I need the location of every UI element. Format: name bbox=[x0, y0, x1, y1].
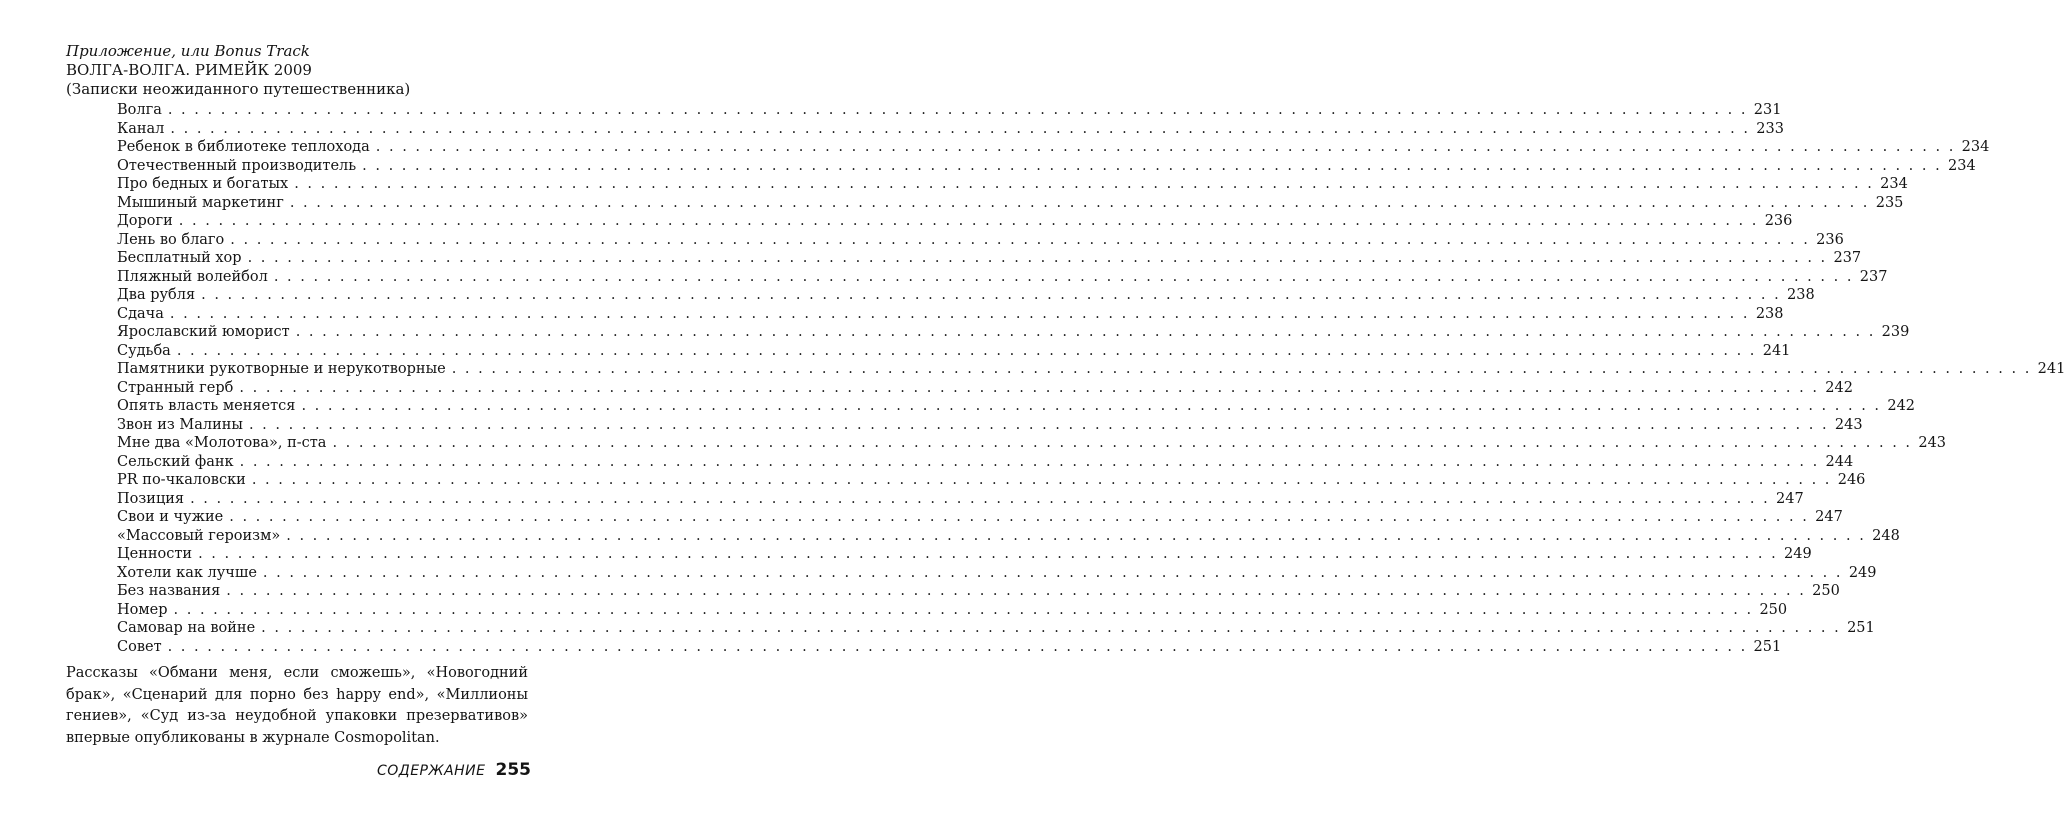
toc-leader-dots: . . . . . . . . . . . . . . . . . . . . . . . . . . . . . . . . . . . . . . . . . . . . . . . . . . . . . . . . . . . . . . . . . . . . . . . . . . . . . . . . . . . . . . . . . . . . . . . . . . . . . . . . . . . . . . . . . . . . . . . . bbox=[178, 213, 1759, 229]
toc-entry-title: Хотели как лучше bbox=[117, 564, 257, 581]
toc-leader-dots: . . . . . . . . . . . . . . . . . . . . . . . . . . . . . . . . . . . . . . . . . . . . . . . . . . . . . . . . . . . . . . . . . . . . . . . . . . . . . . . . . . . . . . . . . . . . . . . . . . . . . . . . . . . . . . . . . . . . . . . . bbox=[273, 268, 1854, 285]
toc-entry bbox=[117, 582, 1840, 601]
toc-entry-title: Сельский фанк bbox=[117, 453, 234, 470]
running-title: СОДЕРЖАНИЕ bbox=[376, 763, 486, 779]
toc-entry-title: Два рубля bbox=[117, 287, 196, 303]
toc-leader-dots: . . . . . . . . . . . . . . . . . . . . . . . . . . . . . . . . . . . . . . . . . . . . . . . . . . . . . . . . . . . . . . . . . . . . . . . . . . . . . . . . . . . . . . . . . . . . . . . . . . . . . . . . . . . . . . . . . . . . . . . . bbox=[167, 102, 1748, 118]
toc-entry bbox=[117, 305, 1784, 324]
toc-entry-page: 251 bbox=[1847, 620, 1875, 636]
toc-entry bbox=[117, 323, 1910, 342]
toc-entry-title: Ребенок в библиотеке теплохода bbox=[117, 139, 370, 155]
toc-entry bbox=[117, 175, 1908, 194]
toc-entry-page: 237 bbox=[1859, 268, 1888, 285]
toc-leader-dots: . . . . . . . . . . . . . . . . . . . . . . . . . . . . . . . . . . . . . . . . . . . . . . . . . . . . . . . . . . . . . . . . . . . . . . . . . . . . . . . . . . . . . . . . . . . . . . . . . . . . . . . . . . . . . . . . . . . . . . . . bbox=[230, 231, 1810, 248]
toc-entry bbox=[117, 471, 1866, 490]
toc-leader-dots: . . . . . . . . . . . . . . . . . . . . . . . . . . . . . . . . . . . . . . . . . . . . . . . . . . . . . . . . . . . . . . . . . . . . . . . . . . . . . . . . . . . . . . . . . . . . . . . . . . . . . . . . . . . . . . . . . . . . . . . . bbox=[294, 176, 1874, 192]
section-subtitle: (Записки неожиданного путешественника) bbox=[66, 80, 411, 98]
toc-entry bbox=[117, 638, 1782, 657]
toc-entry bbox=[117, 453, 1854, 472]
publication-note: Рассказы «Обмани меня, если сможешь», «Новогодний брак», «Сценарий для порно без happy end», «Миллионы гениев», «Суд из-за неудобной упаковки презервативов» впервые опубликованы в журнале Cosmopolitan. bbox=[66, 665, 528, 746]
toc-entry bbox=[117, 619, 1875, 638]
section-title: ВОЛГА-ВОЛГА. РИМЕЙК 2009 bbox=[66, 61, 312, 79]
toc-entry-page: 241 bbox=[2037, 361, 2065, 377]
toc-entry bbox=[117, 601, 1788, 620]
toc-entry-title: PR по-чкаловски bbox=[117, 472, 246, 488]
toc-entry bbox=[117, 527, 1900, 546]
toc-entry-page: 243 bbox=[1834, 416, 1863, 433]
page-number: 255 bbox=[495, 760, 531, 780]
toc-leader-dots: . . . . . . . . . . . . . . . . . . . . . . . . . . . . . . . . . . . . . . . . . . . . . . . . . . . . . . . . . . . . . . . . . . . . . . . . . . . . . . . . . . . . . . . . . . . . . . . . . . . . . . . . . . . . . . . . . . . . . . . . bbox=[169, 305, 1750, 322]
toc-entry bbox=[117, 397, 1916, 416]
toc-entry-page: 233 bbox=[1756, 120, 1784, 137]
toc-entry-title: Мне два «Молотова», п-ста bbox=[117, 435, 327, 451]
toc-entry bbox=[117, 268, 1888, 287]
toc-entry-page: 242 bbox=[1887, 398, 1916, 414]
toc-entry-title: Странный герб bbox=[117, 379, 234, 396]
toc-leader-dots: . . . . . . . . . . . . . . . . . . . . . . . . . . . . . . . . . . . . . . . . . . . . . . . . . . . . . . . . . . . . . . . . . . . . . . . . . . . . . . . . . . . . . . . . . . . . . . . . . . . . . . . . . . . . . . . . . . . . . . . . bbox=[248, 416, 1829, 433]
toc-entry-title: Бесплатный хор bbox=[117, 250, 242, 266]
toc-entry bbox=[117, 194, 1904, 213]
toc-leader-dots: . . . . . . . . . . . . . . . . . . . . . . . . . . . . . . . . . . . . . . . . . . . . . . . . . . . . . . . . . . . . . . . . . . . . . . . . . . . . . . . . . . . . . . . . . . . . . . . . . . . . . . . . . . . . . . . . . . . . . . . . bbox=[251, 472, 1832, 488]
toc-entry bbox=[117, 360, 2065, 379]
toc-entry-title: Позиция bbox=[117, 490, 185, 507]
section-header bbox=[66, 42, 526, 99]
toc-entry-page: 247 bbox=[1815, 509, 1843, 525]
toc-entry-title: Отечественный производитель bbox=[117, 157, 357, 174]
appendix-label: Приложение, или Bonus Track bbox=[66, 42, 310, 60]
toc-leader-dots: . . . . . . . . . . . . . . . . . . . . . . . . . . . . . . . . . . . . . . . . . . . . . . . . . . . . . . . . . . . . . . . . . . . . . . . . . . . . . . . . . . . . . . . . . . . . . . . . . . . . . . . . . . . . . . . . . . . . . . . . bbox=[176, 342, 1757, 359]
toc-entry-page: 244 bbox=[1825, 453, 1854, 470]
toc-entry-page: 238 bbox=[1755, 305, 1784, 322]
toc-entry bbox=[117, 101, 1782, 120]
toc-leader-dots: . . . . . . . . . . . . . . . . . . . . . . . . . . . . . . . . . . . . . . . . . . . . . . . . . . . . . . . . . . . . . . . . . . . . . . . . . . . . . . . . . . . . . . . . . . . . . . . . . . . . . . . . . . . . . . . . . . . . . . . . bbox=[451, 361, 2032, 377]
toc-entry-page: 246 bbox=[1837, 472, 1866, 488]
toc-leader-dots: . . . . . . . . . . . . . . . . . . . . . . . . . . . . . . . . . . . . . . . . . . . . . . . . . . . . . . . . . . . . . . . . . . . . . . . . . . . . . . . . . . . . . . . . . . . . . . . . . . . . . . . . . . . . . . . . . . . . . . . . bbox=[247, 250, 1828, 266]
toc-entry-title: Свои и чужие bbox=[117, 509, 224, 525]
toc-entry-title: Канал bbox=[117, 120, 165, 137]
toc-entry-title: Сдача bbox=[117, 305, 164, 322]
toc-entry-page: 234 bbox=[1961, 139, 1990, 155]
toc-leader-dots: . . . . . . . . . . . . . . . . . . . . . . . . . . . . . . . . . . . . . . . . . . . . . . . . . . . . . . . . . . . . . . . . . . . . . . . . . . . . . . . . . . . . . . . . . . . . . . . . . . . . . . . . . . . . . . . . . . . . . . . . bbox=[286, 527, 1866, 544]
toc-entry-title: Про бедных и богатых bbox=[117, 176, 289, 192]
toc-entry-page: 248 bbox=[1872, 527, 1900, 544]
toc-entry-page: 242 bbox=[1825, 379, 1853, 396]
toc-entry bbox=[117, 157, 1976, 176]
toc-entry-title: Самовар на войне bbox=[117, 620, 256, 636]
toc-leader-dots: . . . . . . . . . . . . . . . . . . . . . . . . . . . . . . . . . . . . . . . . . . . . . . . . . . . . . . . . . . . . . . . . . . . . . . . . . . . . . . . . . . . . . . . . . . . . . . . . . . . . . . . . . . . . . . . . . . . . . . . . bbox=[229, 509, 1809, 525]
toc-entry-title: Волга bbox=[117, 102, 162, 118]
toc-entry-page: 236 bbox=[1764, 213, 1793, 229]
toc-entry-title: Опять власть меняется bbox=[117, 398, 296, 414]
toc-entry bbox=[117, 379, 1853, 398]
toc-entry-page: 234 bbox=[1880, 176, 1908, 192]
toc-entry-page: 241 bbox=[1762, 342, 1791, 359]
toc-entry-title: Пляжный волейбол bbox=[117, 268, 268, 285]
toc-leader-dots: . . . . . . . . . . . . . . . . . . . . . . . . . . . . . . . . . . . . . . . . . . . . . . . . . . . . . . . . . . . . . . . . . . . . . . . . . . . . . . . . . . . . . . . . . . . . . . . . . . . . . . . . . . . . . . . . . . . . . . . . bbox=[173, 601, 1754, 618]
toc-leader-dots: . . . . . . . . . . . . . . . . . . . . . . . . . . . . . . . . . . . . . . . . . . . . . . . . . . . . . . . . . . . . . . . . . . . . . . . . . . . . . . . . . . . . . . . . . . . . . . . . . . . . . . . . . . . . . . . . . . . . . . . . bbox=[375, 139, 1956, 155]
toc-entry-title: Дороги bbox=[117, 213, 173, 229]
toc-entry-title: Памятники рукотворные и нерукотворные bbox=[117, 361, 446, 377]
toc-leader-dots: . . . . . . . . . . . . . . . . . . . . . . . . . . . . . . . . . . . . . . . . . . . . . . . . . . . . . . . . . . . . . . . . . . . . . . . . . . . . . . . . . . . . . . . . . . . . . . . . . . . . . . . . . . . . . . . . . . . . . . . . bbox=[295, 324, 1876, 340]
toc-leader-dots: . . . . . . . . . . . . . . . . . . . . . . . . . . . . . . . . . . . . . . . . . . . . . . . . . . . . . . . . . . . . . . . . . . . . . . . . . . . . . . . . . . . . . . . . . . . . . . . . . . . . . . . . . . . . . . . . . . . . . . . . bbox=[262, 564, 1843, 581]
toc-entry bbox=[117, 508, 1843, 527]
toc-entry-page: 236 bbox=[1816, 231, 1844, 248]
toc-entry bbox=[117, 545, 1812, 564]
toc-entry bbox=[117, 416, 1863, 435]
toc-leader-dots: . . . . . . . . . . . . . . . . . . . . . . . . . . . . . . . . . . . . . . . . . . . . . . . . . . . . . . . . . . . . . . . . . . . . . . . . . . . . . . . . . . . . . . . . . . . . . . . . . . . . . . . . . . . . . . . . . . . . . . . . bbox=[261, 620, 1841, 636]
toc-entry bbox=[117, 564, 1877, 583]
toc-entry-page: 234 bbox=[1948, 157, 1976, 174]
toc-entry-page: 250 bbox=[1812, 583, 1840, 599]
toc-entry bbox=[117, 212, 1793, 231]
table-of-contents bbox=[117, 101, 2065, 656]
toc-entry bbox=[117, 120, 1784, 139]
toc-entry-title: Ценности bbox=[117, 546, 193, 562]
toc-entry-page: 249 bbox=[1848, 564, 1877, 581]
toc-leader-dots: . . . . . . . . . . . . . . . . . . . . . . . . . . . . . . . . . . . . . . . . . . . . . . . . . . . . . . . . . . . . . . . . . . . . . . . . . . . . . . . . . . . . . . . . . . . . . . . . . . . . . . . . . . . . . . . . . . . . . . . . bbox=[289, 194, 1870, 211]
toc-entry bbox=[117, 434, 1947, 453]
toc-leader-dots: . . . . . . . . . . . . . . . . . . . . . . . . . . . . . . . . . . . . . . . . . . . . . . . . . . . . . . . . . . . . . . . . . . . . . . . . . . . . . . . . . . . . . . . . . . . . . . . . . . . . . . . . . . . . . . . . . . . . . . . . bbox=[198, 546, 1778, 562]
toc-leader-dots: . . . . . . . . . . . . . . . . . . . . . . . . . . . . . . . . . . . . . . . . . . . . . . . . . . . . . . . . . . . . . . . . . . . . . . . . . . . . . . . . . . . . . . . . . . . . . . . . . . . . . . . . . . . . . . . . . . . . . . . . bbox=[239, 453, 1820, 470]
toc-entry-page: 235 bbox=[1875, 194, 1904, 211]
toc-entry bbox=[117, 490, 1804, 509]
toc-entry bbox=[117, 286, 1815, 305]
page-footer bbox=[376, 760, 531, 780]
toc-entry-page: 237 bbox=[1833, 250, 1862, 266]
toc-entry-title: Судьба bbox=[117, 342, 171, 359]
toc-leader-dots: . . . . . . . . . . . . . . . . . . . . . . . . . . . . . . . . . . . . . . . . . . . . . . . . . . . . . . . . . . . . . . . . . . . . . . . . . . . . . . . . . . . . . . . . . . . . . . . . . . . . . . . . . . . . . . . . . . . . . . . . bbox=[167, 638, 1748, 655]
toc-leader-dots: . . . . . . . . . . . . . . . . . . . . . . . . . . . . . . . . . . . . . . . . . . . . . . . . . . . . . . . . . . . . . . . . . . . . . . . . . . . . . . . . . . . . . . . . . . . . . . . . . . . . . . . . . . . . . . . . . . . . . . . . bbox=[332, 435, 1913, 451]
toc-entry-title: Звон из Малины bbox=[117, 416, 243, 433]
toc-entry-page: 250 bbox=[1759, 601, 1788, 618]
toc-entry-title: Мышиный маркетинг bbox=[117, 194, 284, 211]
toc-entry bbox=[117, 342, 1791, 361]
toc-entry-title: Совет bbox=[117, 638, 162, 655]
toc-entry-page: 251 bbox=[1753, 638, 1782, 655]
toc-leader-dots: . . . . . . . . . . . . . . . . . . . . . . . . . . . . . . . . . . . . . . . . . . . . . . . . . . . . . . . . . . . . . . . . . . . . . . . . . . . . . . . . . . . . . . . . . . . . . . . . . . . . . . . . . . . . . . . . . . . . . . . . bbox=[362, 157, 1942, 174]
toc-entry-title: Номер bbox=[117, 601, 168, 618]
toc-entry-page: 238 bbox=[1787, 287, 1815, 303]
toc-leader-dots: . . . . . . . . . . . . . . . . . . . . . . . . . . . . . . . . . . . . . . . . . . . . . . . . . . . . . . . . . . . . . . . . . . . . . . . . . . . . . . . . . . . . . . . . . . . . . . . . . . . . . . . . . . . . . . . . . . . . . . . . bbox=[301, 398, 1882, 414]
toc-entry bbox=[117, 231, 1844, 250]
toc-entry-page: 231 bbox=[1753, 102, 1782, 118]
toc-entry-page: 243 bbox=[1918, 435, 1947, 451]
toc-leader-dots: . . . . . . . . . . . . . . . . . . . . . . . . . . . . . . . . . . . . . . . . . . . . . . . . . . . . . . . . . . . . . . . . . . . . . . . . . . . . . . . . . . . . . . . . . . . . . . . . . . . . . . . . . . . . . . . . . . . . . . . . bbox=[226, 583, 1806, 599]
toc-entry-title: Без названия bbox=[117, 583, 221, 599]
toc-entry bbox=[117, 249, 1862, 268]
toc-entry-title: Лень во благо bbox=[117, 231, 225, 248]
toc-entry-page: 239 bbox=[1881, 324, 1910, 340]
toc-leader-dots: . . . . . . . . . . . . . . . . . . . . . . . . . . . . . . . . . . . . . . . . . . . . . . . . . . . . . . . . . . . . . . . . . . . . . . . . . . . . . . . . . . . . . . . . . . . . . . . . . . . . . . . . . . . . . . . . . . . . . . . . bbox=[170, 120, 1750, 137]
toc-entry-page: 247 bbox=[1776, 490, 1804, 507]
toc-entry bbox=[117, 138, 1990, 157]
toc-leader-dots: . . . . . . . . . . . . . . . . . . . . . . . . . . . . . . . . . . . . . . . . . . . . . . . . . . . . . . . . . . . . . . . . . . . . . . . . . . . . . . . . . . . . . . . . . . . . . . . . . . . . . . . . . . . . . . . . . . . . . . . . bbox=[201, 287, 1781, 303]
toc-leader-dots: . . . . . . . . . . . . . . . . . . . . . . . . . . . . . . . . . . . . . . . . . . . . . . . . . . . . . . . . . . . . . . . . . . . . . . . . . . . . . . . . . . . . . . . . . . . . . . . . . . . . . . . . . . . . . . . . . . . . . . . . bbox=[190, 490, 1770, 507]
toc-entry-page: 249 bbox=[1784, 546, 1812, 562]
toc-leader-dots: . . . . . . . . . . . . . . . . . . . . . . . . . . . . . . . . . . . . . . . . . . . . . . . . . . . . . . . . . . . . . . . . . . . . . . . . . . . . . . . . . . . . . . . . . . . . . . . . . . . . . . . . . . . . . . . . . . . . . . . . bbox=[239, 379, 1819, 396]
toc-entry-title: Ярославский юморист bbox=[117, 324, 290, 340]
toc-entry-title: «Массовый героизм» bbox=[117, 527, 281, 544]
